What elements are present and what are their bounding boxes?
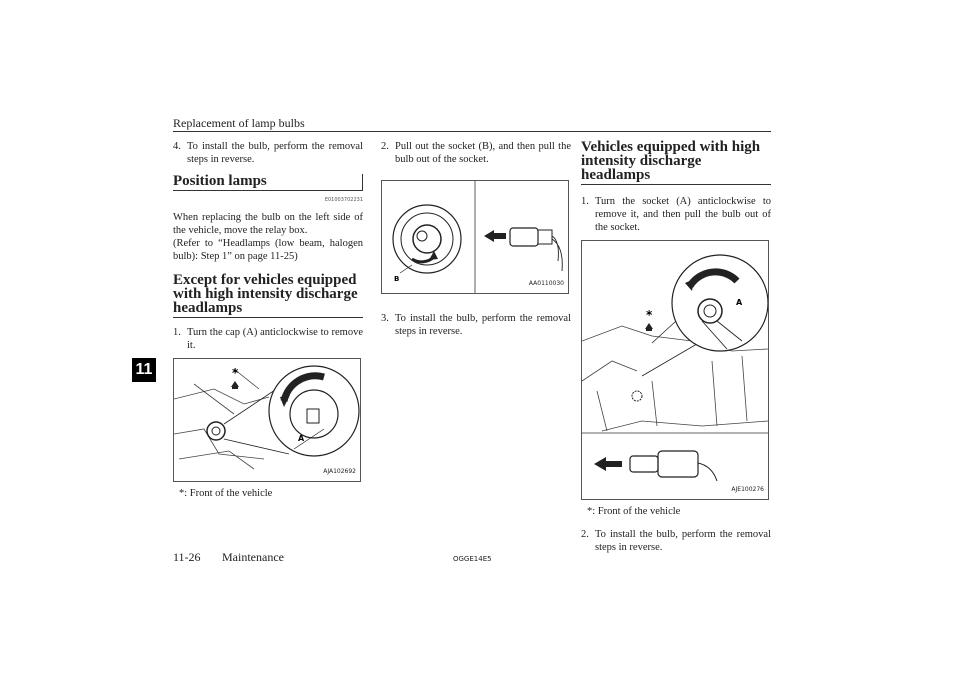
step-text: To install the bulb, perform the removal steps in reverse. — [595, 529, 771, 553]
footnote: *: Front of the vehicle — [179, 488, 273, 499]
figure-cap-removal — [173, 358, 361, 482]
step-3 — [381, 312, 571, 338]
section-code: E01003702231 — [324, 197, 363, 203]
step-text: To install the bulb, perform the removal steps in reverse. — [187, 141, 363, 165]
step-number: 2. — [381, 141, 389, 152]
front-arrow-icon — [645, 323, 653, 329]
front-arrow-icon — [231, 381, 239, 387]
step-1 — [173, 326, 363, 352]
step-number: 1. — [173, 327, 181, 338]
front-marker-star: * — [646, 308, 653, 322]
figure-socket-removal — [381, 180, 569, 294]
step-text: To install the bulb, perform the removal steps in reverse. — [395, 313, 571, 337]
footnote: *: Front of the vehicle — [587, 506, 681, 517]
section-name: Maintenance — [222, 550, 284, 564]
figure-hid-socket-removal — [581, 240, 769, 500]
figure-code: AA0110030 — [528, 280, 564, 287]
header-rule — [173, 131, 771, 132]
relay-paragraph: When replacing the bulb on the left side of the vehicle, move the relay box. — [173, 212, 363, 236]
chapter-tab: 11 — [132, 358, 156, 382]
figure-code: AJE100276 — [731, 486, 764, 493]
column-left — [173, 140, 363, 512]
step-text: Turn the socket (A) anticlockwise to remove it, and then pull the bulb out of the socket. — [595, 196, 771, 233]
label-b: B — [394, 275, 400, 283]
step-4 — [173, 140, 363, 166]
column-middle — [381, 140, 571, 344]
label-a: A — [736, 298, 743, 307]
figure-code: AJA102692 — [323, 468, 356, 475]
position-lamps-heading: Position lamps — [173, 174, 362, 191]
step-text: Turn the cap (A) anticlockwise to remove it. — [187, 327, 363, 351]
label-a: A — [298, 434, 305, 443]
hid-socket-illustration — [582, 241, 768, 499]
except-hid-heading: Except for vehicles equipped with high intensity discharge headlamps — [173, 273, 363, 318]
step-2 — [381, 140, 571, 166]
step-text: Pull out the socket (B), and then pull the bulb out of the socket. — [395, 141, 571, 165]
step-number: 4. — [173, 141, 181, 152]
step-number: 2. — [581, 529, 589, 540]
front-marker-star: * — [232, 366, 239, 380]
hid-heading: Vehicles equipped with high intensity discharge headlamps — [581, 140, 771, 185]
pull-arrow-icon — [594, 457, 622, 471]
step-number: 1. — [581, 196, 589, 207]
running-header: Replacement of lamp bulbs — [173, 116, 305, 130]
refer-paragraph: (Refer to “Headlamps (low beam, halogen bulb): Step 1” on page 11-25) — [173, 238, 363, 262]
step-2 — [581, 528, 771, 554]
step-1 — [581, 195, 771, 234]
cap-removal-illustration — [174, 359, 360, 481]
column-right — [581, 140, 771, 560]
pull-arrow-icon — [484, 230, 506, 242]
step-number: 3. — [381, 313, 389, 324]
position-lamps-section — [173, 174, 363, 191]
document-code: OGGE14E5 — [453, 555, 492, 563]
page-number: 11-26 — [173, 550, 201, 564]
